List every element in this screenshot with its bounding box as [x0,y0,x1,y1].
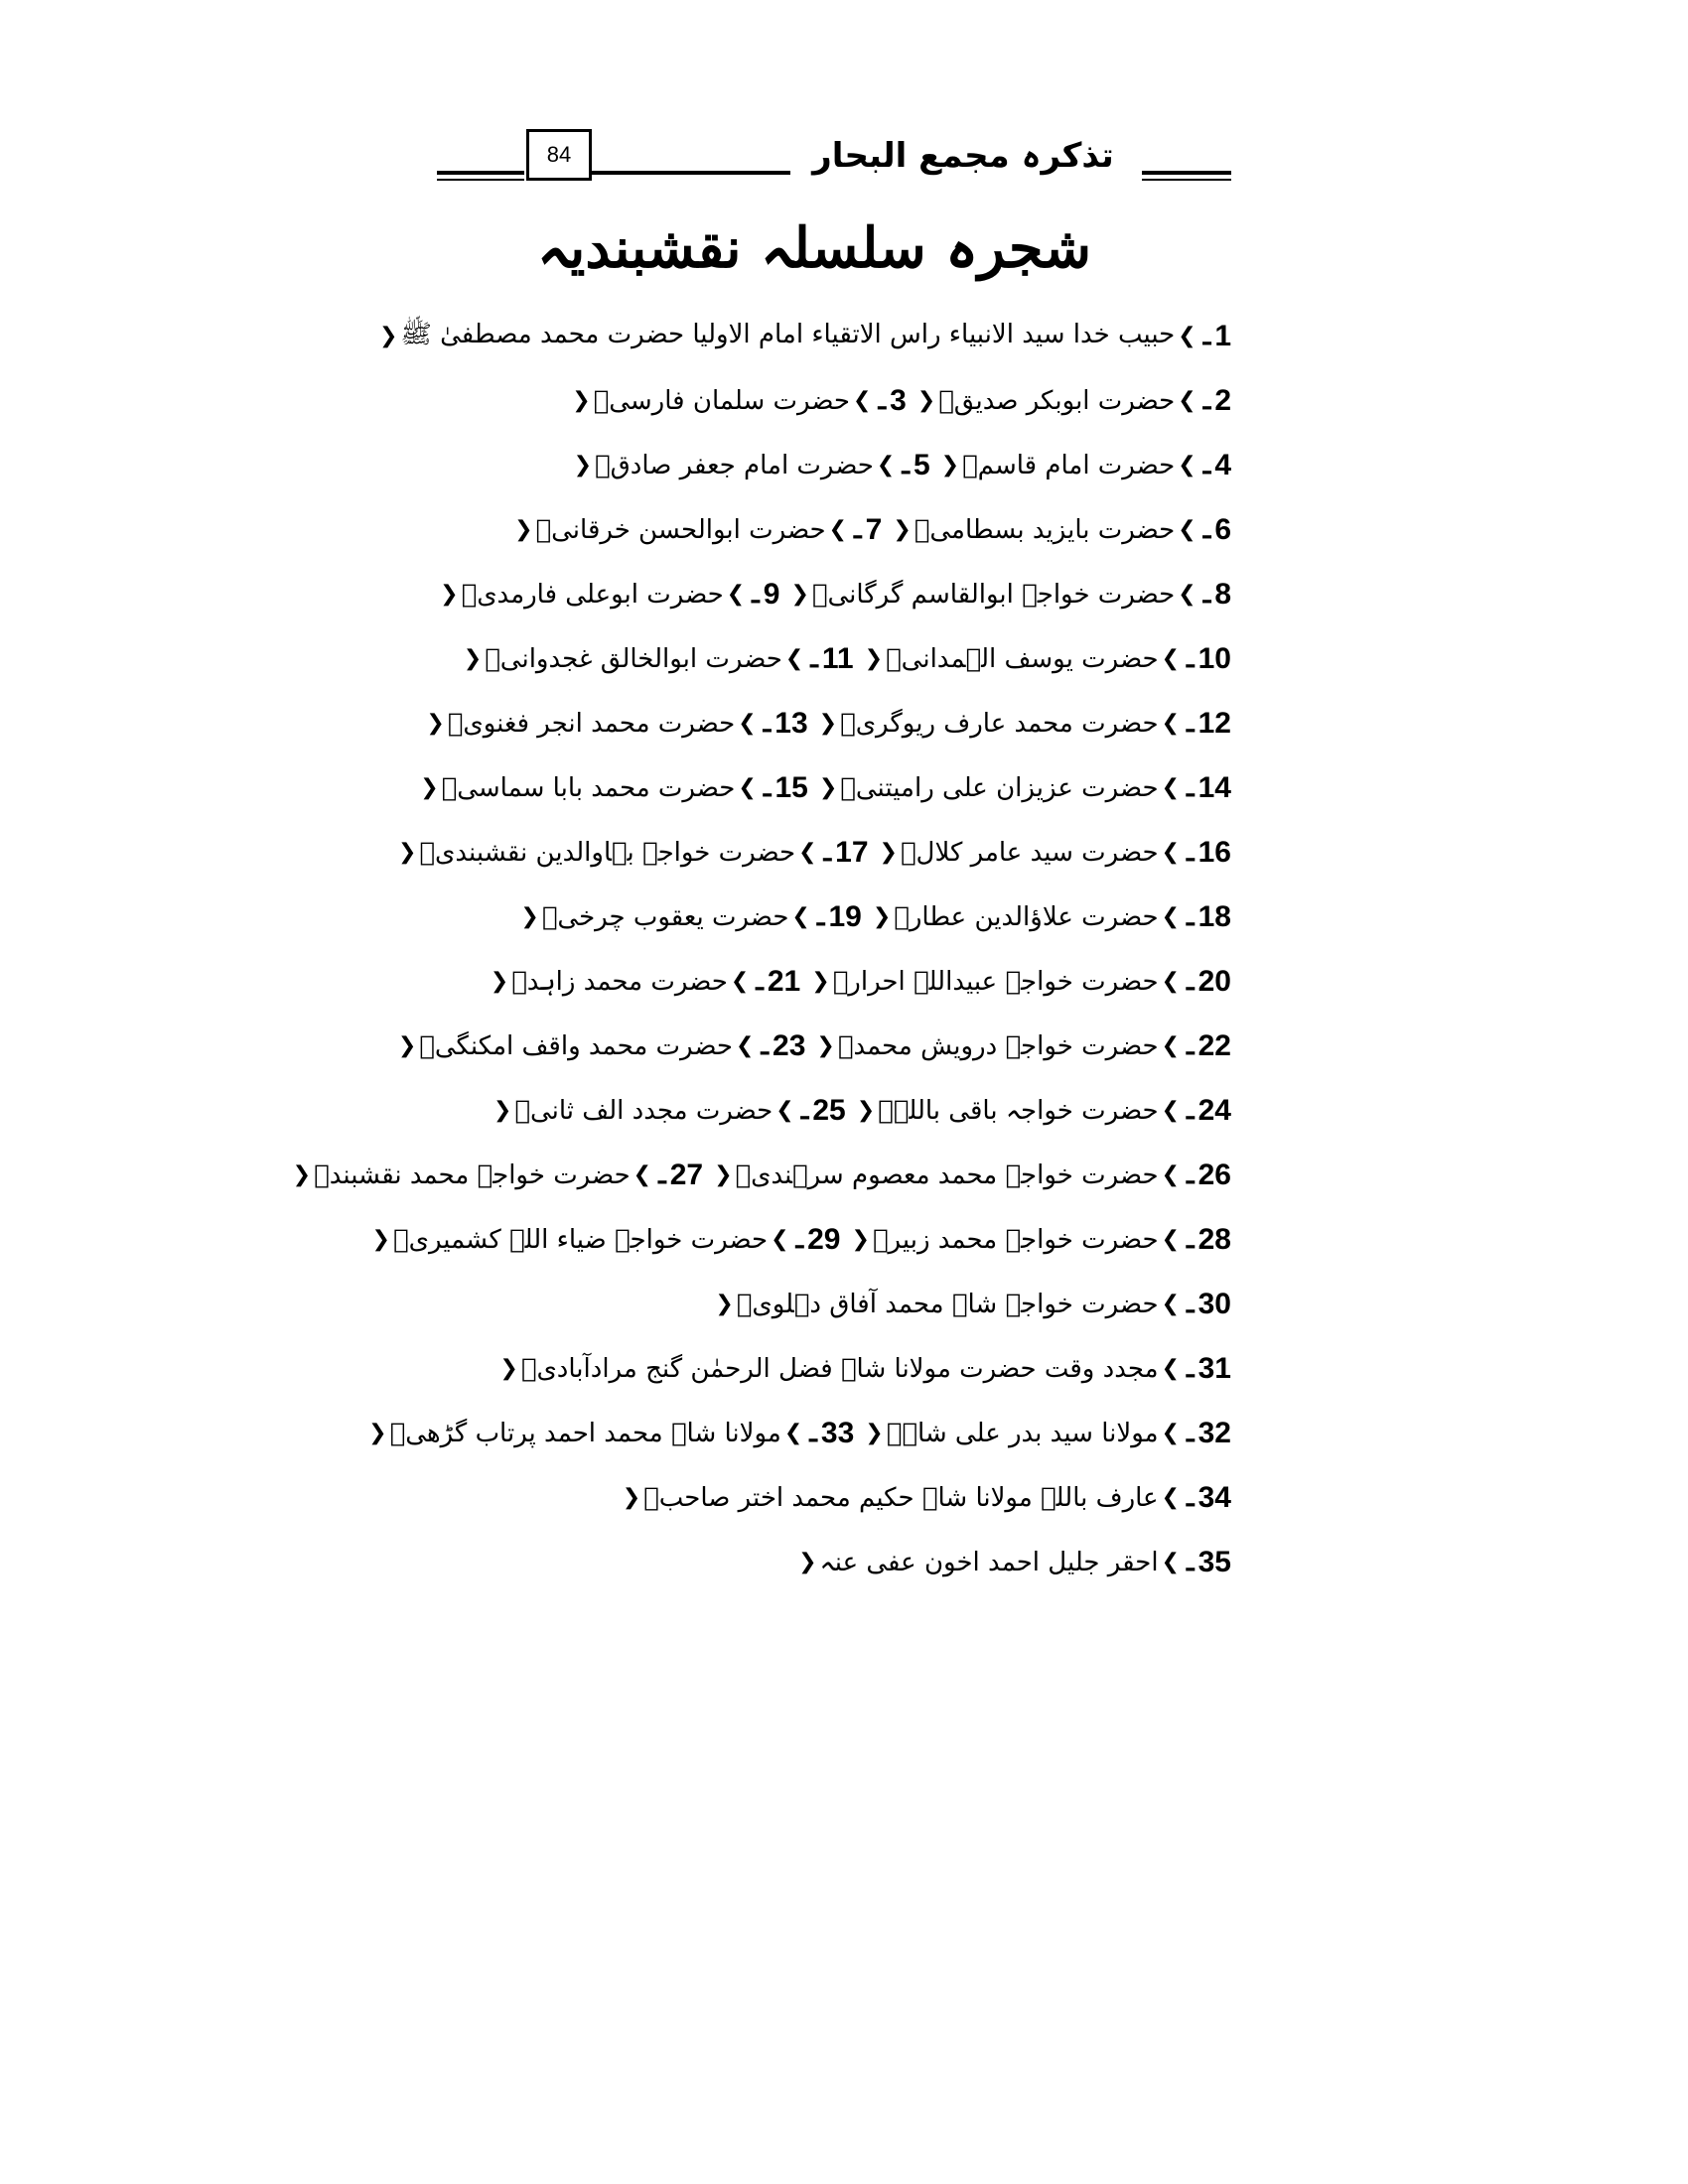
entry-separator: ـ [1187,966,1195,996]
ornament-bracket-open-icon: ❯ [853,388,872,413]
entry-number: 21 [767,964,801,998]
entry-number: 18 [1197,899,1231,933]
lineage-entry [491,1094,846,1128]
ornament-bracket-open-icon: ❯ [738,711,757,736]
entry-name: حضرت خواجہ محمد زبیرؒ [872,1224,1159,1255]
entry-number: 16 [1197,835,1231,869]
entry-number: 10 [1197,641,1231,675]
ornament-bracket-close-icon: ❮ [622,1485,641,1510]
entry-number: 15 [774,770,808,804]
lineage-entry [938,449,1231,482]
ornament-bracket-close-icon: ❮ [916,388,936,413]
entry-name: حضرت خواجہ درویش محمدؒ [837,1030,1159,1061]
entry-separator: ـ [1187,772,1195,802]
entry-separator: ـ [1187,1418,1195,1447]
entry-name: حضرت بایزید بسطامیؒ [914,514,1176,545]
lineage-line [440,562,1231,626]
ornament-bracket-open-icon: ❯ [1161,775,1180,800]
ornament-bracket-open-icon: ❯ [1161,1356,1180,1381]
ornament-bracket-open-icon: ❯ [791,904,810,929]
entry-separator: ـ [1187,1224,1195,1254]
lineage-line [477,497,1231,562]
ornament-bracket-close-icon: ❮ [864,646,884,671]
ornament-bracket-open-icon: ❯ [1161,1162,1180,1187]
lineage-entry [369,1223,841,1257]
entry-separator: ـ [823,837,832,867]
entry-separator: ـ [1202,321,1211,350]
entry-name: حضرت خواجہ ضیاء اللہ کشمیریؒ [392,1224,769,1255]
entry-number: 30 [1197,1287,1231,1320]
entry-number: 35 [1197,1545,1231,1578]
entry-name: حضرت ابوالخالق غجدوانیؒ [485,643,782,674]
entry-name: حضرت خواجہ محمد نقشبندؒ [314,1160,631,1190]
ornament-bracket-close-icon: ❮ [371,1227,390,1252]
lineage-entry [395,836,869,870]
entry-separator: ـ [761,1030,770,1060]
entry-number: 23 [773,1028,806,1062]
ornament-bracket-open-icon: ❯ [798,840,817,865]
lineage-line [477,1465,1231,1530]
entry-separator: ـ [1187,1289,1195,1318]
lineage-line [426,691,1231,755]
lineage-entry [437,578,779,612]
header-rule-right-bottom [1142,179,1231,181]
ornament-bracket-open-icon: ❯ [1161,711,1180,736]
entry-number: 22 [1197,1028,1231,1062]
entry-name: حضرت امام قاسمؒ [962,450,1176,480]
lineage-entry [395,1029,806,1063]
lineage-entry [877,836,1231,870]
ornament-bracket-open-icon: ❯ [1161,1550,1180,1574]
entry-name: حضرت خواجہ بہاوالدین نقشبندیؒ [419,837,796,868]
lineage-line [371,1207,1231,1272]
entry-name: حضرت محمد واقف امکنگیؒ [419,1030,733,1061]
ornament-bracket-open-icon: ❯ [726,582,746,607]
ornament-bracket-open-icon: ❯ [1161,1292,1180,1316]
lineage-entry [511,513,882,547]
lineage-line [378,304,1231,368]
entry-number: 9 [763,577,780,611]
ornament-bracket-open-icon: ❯ [876,453,896,478]
entry-separator: ـ [810,643,818,673]
entry-name: عارف باللہ مولانا شاہ حکیم محمد اختر صاحبؒ [643,1482,1159,1513]
entry-number: 14 [1197,770,1231,804]
lineage-entry [571,449,930,482]
ornament-bracket-open-icon: ❯ [775,1098,794,1123]
entry-separator: ـ [1187,1353,1195,1383]
ornament-bracket-close-icon: ❮ [426,711,445,736]
entry-separator: ـ [1202,579,1211,609]
entry-name: حضرت یوسف الہمدانیؒ [886,643,1159,674]
entry-separator: ـ [1202,450,1211,479]
entry-name: حضرت یعقوب چرخیؒ [541,901,789,932]
ornament-bracket-close-icon: ❮ [463,646,483,671]
lineage-entry [496,1352,1231,1386]
lineage-entry [787,578,1231,612]
entry-name: احقر جلیل احمد اخون عفی عنہ [819,1547,1159,1577]
ornament-bracket-close-icon: ❮ [490,969,509,994]
entry-name: حضرت علاؤالدین عطارؒ [894,901,1159,932]
lineage-entry [914,384,1231,418]
ornament-bracket-close-icon: ❮ [940,453,960,478]
entry-separator: ـ [816,901,825,931]
lineage-entry [417,771,808,805]
header-rule-left-bottom [437,179,524,181]
ornament-bracket-close-icon: ❮ [856,1098,876,1123]
ornament-bracket-open-icon: ❯ [1178,324,1196,348]
lineage-line [477,368,1231,433]
lineage-entry [862,642,1231,676]
entry-number: 2 [1214,383,1231,417]
ornament-bracket-open-icon: ❯ [735,1033,755,1058]
entry-separator: ـ [1202,385,1211,415]
ornament-bracket-close-icon: ❮ [790,582,809,607]
lineage-line [368,1401,1231,1465]
entry-name: حضرت محمد عارف ریوگریؒ [840,708,1159,739]
entry-name: حضرت خواجہ ابوالقاسم گرگانیؒ [811,579,1176,610]
header-rule-right-top [1142,171,1231,175]
entry-separator: ـ [795,1224,804,1254]
lineage-line [292,1143,1231,1207]
entry-number: 24 [1197,1093,1231,1127]
lineage-line [477,433,1231,497]
ornament-bracket-close-icon: ❮ [499,1356,518,1381]
entry-separator: ـ [763,772,772,802]
entry-name: حضرت خواجہ باقی باللہؒ [878,1095,1159,1126]
entry-number: 3 [890,383,907,417]
entry-number: 31 [1197,1351,1231,1385]
header-rule-middle [592,171,790,175]
entry-separator: ـ [902,450,910,479]
entry-name: حضرت خواجہ شاہ محمد آفاق دہلویؒ [736,1289,1159,1319]
lineage-entry [461,642,854,676]
lineage-entry [849,1223,1232,1257]
entry-number: 19 [828,899,862,933]
lineage-entry [808,965,1231,999]
entry-separator: ـ [1187,1482,1195,1512]
entry-separator: ـ [1187,1030,1195,1060]
lineage-entry [890,513,1231,547]
entry-name: مولانا شاہ محمد احمد پرتاب گڑھیؒ [389,1418,781,1448]
lineage-entry [862,1417,1231,1450]
entry-name: حضرت ابوبکر صدیقؓ [938,385,1176,416]
entry-separator: ـ [1202,514,1211,544]
lineage-line [397,820,1231,885]
entry-separator: ـ [1187,708,1195,738]
ornament-bracket-close-icon: ❮ [572,388,591,413]
ornament-bracket-close-icon: ❮ [397,840,417,865]
ornament-bracket-open-icon: ❯ [1161,840,1180,865]
entry-name: حضرت امام جعفر صادقؒ [595,450,874,480]
entry-name: حضرت ابوالحسن خرقانیؒ [535,514,826,545]
entry-number: 33 [820,1416,855,1449]
ornament-bracket-open-icon: ❯ [1178,388,1196,413]
entry-separator: ـ [1187,837,1195,867]
ornament-bracket-close-icon: ❮ [378,324,398,348]
entry-number: 29 [807,1222,841,1256]
lineage-entry [488,965,801,999]
book-title: تذکرہ مجمع البحار [812,136,1114,176]
entry-separator: ـ [1187,901,1195,931]
entry-separator: ـ [878,385,887,415]
ornament-bracket-close-icon: ❮ [573,453,592,478]
ornament-bracket-close-icon: ❮ [811,969,830,994]
lineage-line [397,1014,1231,1078]
lineage-line [477,1336,1231,1401]
entry-separator: ـ [658,1160,666,1189]
ornament-bracket-open-icon: ❯ [1178,517,1196,542]
entry-number: 4 [1214,448,1231,481]
ornament-bracket-open-icon: ❯ [783,1421,803,1445]
entry-number: 26 [1197,1158,1231,1191]
ornament-bracket-close-icon: ❮ [893,517,912,542]
section-heading: شجرہ سلسلہ نقشبندیہ [536,215,1091,281]
entry-number: 11 [821,641,854,675]
entry-name: حضرت سلمان فارسیؓ [593,385,850,416]
lineage-entry [854,1094,1231,1128]
ornament-bracket-close-icon: ❮ [879,840,898,865]
lineage-entry [365,1417,854,1450]
entry-name: حضرت مجدد الف ثانیؒ [514,1095,774,1126]
page-header [437,129,1231,199]
entry-separator: ـ [1187,1547,1195,1576]
lineage-entry [795,1546,1231,1579]
entry-number: 17 [835,835,869,869]
ornament-bracket-close-icon: ❮ [798,1550,817,1574]
ornament-bracket-close-icon: ❮ [368,1421,387,1445]
entry-separator: ـ [1187,1160,1195,1189]
entry-name: حضرت ابوعلی فارمدیؒ [461,579,724,610]
lineage-line [477,1272,1231,1336]
ornament-bracket-open-icon: ❯ [633,1162,652,1187]
ornament-bracket-close-icon: ❮ [851,1227,870,1252]
page-number: 84 [526,129,592,181]
entry-number: 28 [1197,1222,1231,1256]
entry-number: 1 [1214,319,1231,352]
lineage-entry [870,900,1231,934]
entry-number: 13 [774,706,808,740]
lineage-entry [816,707,1231,741]
lineage-entry [569,384,907,418]
lineage-entry [816,771,1231,805]
header-rule-left-top [437,171,524,175]
ornament-bracket-open-icon: ❯ [1161,1421,1180,1445]
ornament-bracket-open-icon: ❯ [1178,582,1196,607]
ornament-bracket-close-icon: ❮ [397,1033,417,1058]
entry-name: حضرت محمد بابا سماسیؒ [441,772,736,803]
ornament-bracket-open-icon: ❯ [784,646,804,671]
ornament-bracket-close-icon: ❮ [715,1292,734,1316]
ornament-bracket-open-icon: ❯ [730,969,750,994]
lineage-line [477,949,1231,1014]
entry-number: 6 [1214,512,1231,546]
entry-separator: ـ [1187,643,1195,673]
entry-number: 12 [1197,706,1231,740]
entry-name: حضرت سید عامر کلالؒ [900,837,1159,868]
ornament-bracket-close-icon: ❮ [440,582,459,607]
entry-separator: ـ [756,966,764,996]
ornament-bracket-close-icon: ❮ [865,1421,884,1445]
lineage-entry [423,707,807,741]
lineage-line [477,885,1231,949]
entry-name: حضرت خواجہ محمد معصوم سرہندیؒ [735,1160,1159,1190]
lineage-line [477,1078,1231,1143]
entry-number: 32 [1197,1416,1231,1449]
ornament-bracket-close-icon: ❮ [818,775,838,800]
ornament-bracket-close-icon: ❮ [714,1162,733,1187]
lineage-line [463,626,1231,691]
lineage-entry [711,1159,1231,1192]
lineage-line [477,1530,1231,1594]
lineage-entry [712,1288,1231,1321]
ornament-bracket-close-icon: ❮ [492,1098,512,1123]
entry-number: 34 [1197,1480,1231,1514]
ornament-bracket-close-icon: ❮ [292,1162,312,1187]
ornament-bracket-open-icon: ❯ [1178,453,1196,478]
entry-separator: ـ [854,514,862,544]
ornament-bracket-open-icon: ❯ [1161,904,1180,929]
lineage-entry [620,1481,1231,1515]
lineage-entry [376,318,1231,355]
entry-number: 5 [913,448,930,481]
ornament-bracket-open-icon: ❯ [1161,1033,1180,1058]
entry-number: 8 [1214,577,1231,611]
entry-number: 25 [812,1093,846,1127]
entry-number: 7 [865,512,883,546]
entry-name: حبیب خدا سید الانبیاء راس الاتقیاء امام الاولیا حضرت محمد مصطفیٰ ﷺ [400,319,1176,349]
entry-number: 27 [669,1158,704,1191]
lineage-line [420,755,1231,820]
ornament-bracket-open-icon: ❯ [1161,969,1180,994]
entry-separator: ـ [763,708,772,738]
ornament-bracket-open-icon: ❯ [828,517,848,542]
lineage-entry [813,1029,1231,1063]
entry-separator: ـ [1187,1095,1195,1125]
ornament-bracket-close-icon: ❮ [520,904,539,929]
ornament-bracket-close-icon: ❮ [420,775,439,800]
ornament-bracket-close-icon: ❮ [816,1033,835,1058]
entry-name: حضرت محمد انجر فغنویؒ [447,708,736,739]
entry-name: حضرت خواجہ عبیداللہ احرارؒ [832,966,1159,997]
entry-separator: ـ [809,1418,817,1447]
entry-name: مولانا سید بدر علی شاہؒ [886,1418,1159,1448]
ornament-bracket-open-icon: ❯ [1161,1227,1180,1252]
ornament-bracket-open-icon: ❯ [1161,646,1180,671]
lineage-list [292,304,1231,1594]
ornament-bracket-open-icon: ❯ [738,775,757,800]
ornament-bracket-open-icon: ❯ [1161,1485,1180,1510]
ornament-bracket-close-icon: ❮ [514,517,533,542]
lineage-entry [290,1159,703,1192]
entry-separator: ـ [752,579,760,609]
ornament-bracket-open-icon: ❯ [1161,1098,1180,1123]
lineage-entry [517,900,861,934]
ornament-bracket-open-icon: ❯ [771,1227,789,1252]
entry-name: مجدد وقت حضرت مولانا شاہ فضل الرحمٰن گنج مرادآبادیؒ [520,1353,1159,1384]
ornament-bracket-close-icon: ❮ [872,904,892,929]
entry-name: حضرت محمد زاہدؒ [511,966,728,997]
entry-separator: ـ [800,1095,809,1125]
entry-number: 20 [1197,964,1231,998]
entry-name: حضرت عزیزان علی رامیتنیؒ [840,772,1159,803]
ornament-bracket-close-icon: ❮ [818,711,838,736]
